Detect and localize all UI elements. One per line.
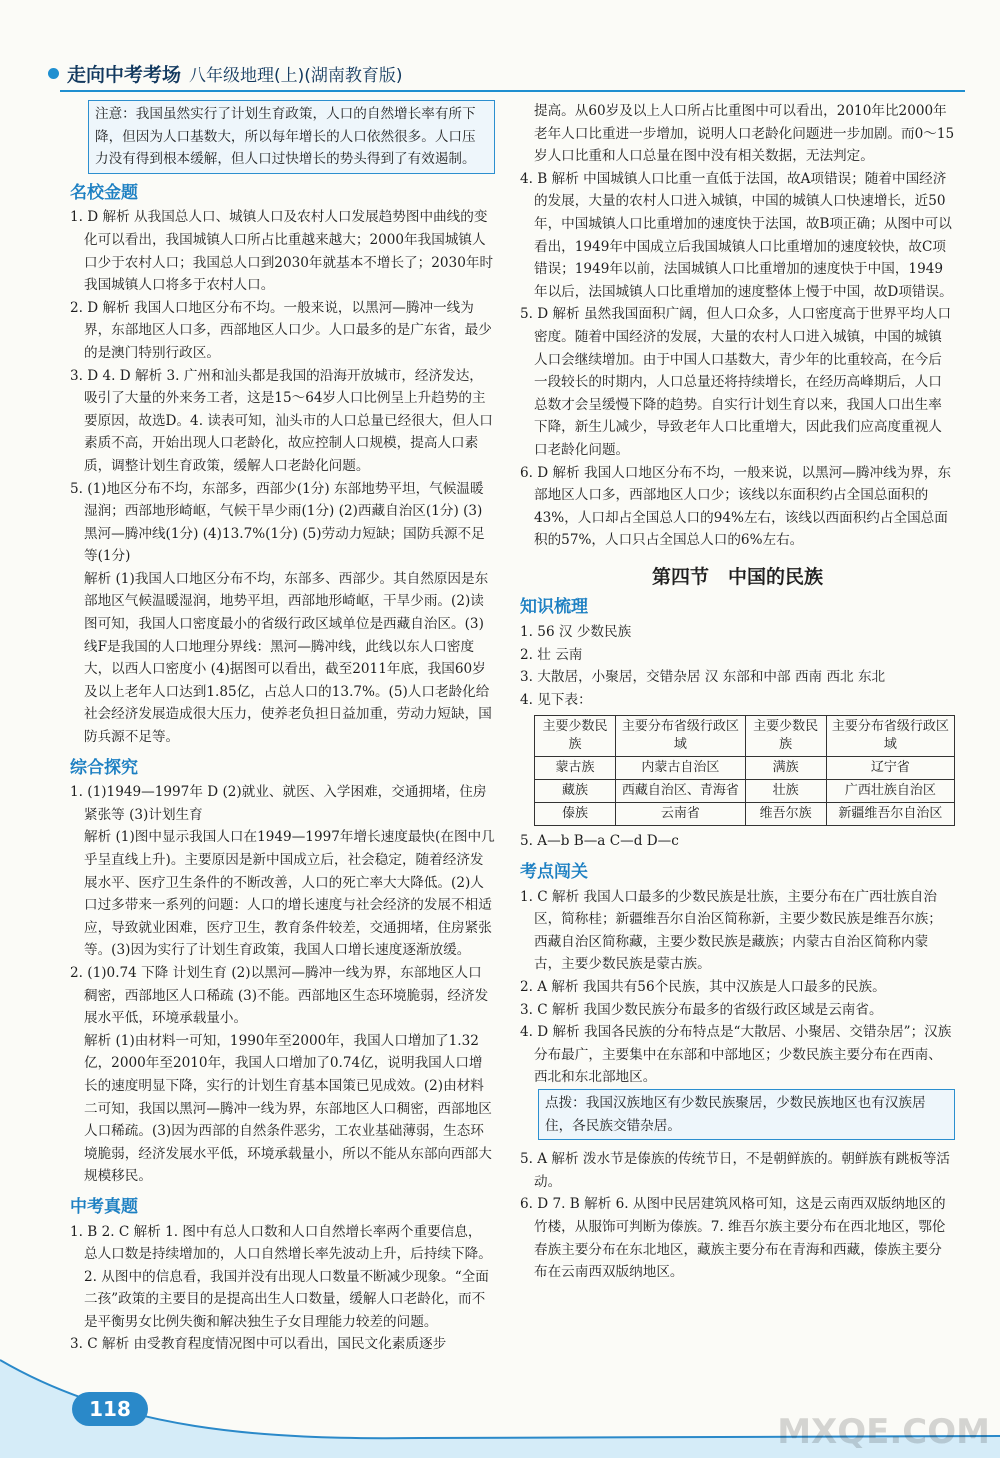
answer-item: 2. A 解析 我国共有56个民族，其中汉族是人口最多的民族。 [520, 979, 886, 995]
answer-item: 2. D 解析 我国人口地区分布不均。一般来说，以黑河—腾冲一线为界，东部地区人口多，西部地区人口少。人口最多的是广东省，最少的是澳门特别行政区。 [70, 299, 492, 361]
table-header-cell: 主要分布省级行政区域 [826, 716, 954, 757]
table-cell: 云南省 [616, 803, 746, 826]
table-header-cell: 主要分布省级行政区域 [616, 716, 746, 757]
section-title: 中考真题 [70, 1196, 138, 1217]
watermark: MXQE.COM [777, 1412, 990, 1452]
book-title: 走向中考考场 [67, 63, 182, 86]
right-column [520, 100, 955, 1284]
answer-item: 1. 56 汉 少数民族 [520, 624, 632, 641]
table-row [535, 780, 955, 803]
table-cell: 维吾尔族 [745, 803, 826, 826]
table-header-cell: 主要少数民族 [535, 716, 616, 757]
answer-item: 2. (1)0.74 下降 计划生育 (2)以黑河—腾冲一线为界，东部地区人口稠密，西部地区人口稀疏 (3)不能。西部地区生态环境脆弱，经济发展水平低，环境承载量小。 [70, 964, 489, 1027]
analysis-text: 解析 (1)由材料一可知，1990年至2000年，我国人口增加了1.32亿，2000年至2010年，我国人口增加了0.74亿，说明我国人口增长的速度明显下降，实行的计划生育基本国策已见成效。(2)由材料二可知，我国以黑河—腾冲一线为界，东部地区人口稠密，西部地区人口稀疏。(3)因为西部的自然条件恶劣，工农业基础薄弱，生态环境脆弱，经济发展水平低，环境承载量小，所以不能从东部向西部大规模移民。 [84, 1032, 492, 1185]
page-header [48, 58, 403, 88]
tip-box: 点拨：我国汉族地区有少数民族聚居，少数民族地区也有汉族居住，各民族交错杂居。 [538, 1089, 955, 1140]
answer-item: 5. D 解析 虽然我国面积广阔，但人口众多，人口密度高于世界平均人口密度。随着中国经济的发展，大量的农村人口进入城镇，中国的城镇人口会继续增加。由于中国人口基数大，青少年的比重较高，在今后一段较长的时期内，人口总量还将持续增长，在经历高峰期后，人口总数才会呈缓慢下降的趋势。自实行计划生育以来，我国人口出生率下降，新生儿减少，导致老年人口比重增大，因此我们应高度重视人口老龄化问题。 [520, 306, 952, 458]
table-cell: 壮族 [745, 780, 826, 803]
table-header-row [535, 716, 955, 757]
answer-item: 4. D 解析 我国各民族的分布特点是“大散居、小聚居、交错杂居”；汉族分布最广，主要集中在东部和中部地区；少数民族主要分布在西南、西北和东北部地区。 [520, 1024, 952, 1086]
book-subtitle: 八年级地理(上)(湖南教育版) [189, 65, 403, 86]
table-row [535, 803, 955, 826]
table-cell: 内蒙古自治区 [616, 757, 746, 780]
answer-item: 5. A 解析 泼水节是傣族的传统节日，不是朝鲜族的。朝鲜族有跳板等活动。 [520, 1151, 950, 1190]
answer-item: 4. B 解析 中国城镇人口比重一直低于法国，故A项错误；随着中国经济的发展，大量的农村人口进入城镇，中国的城镇人口快速增长，近50年，中国城镇人口比重增加的速度快于法国，故B项正确；从图中可以看出，1949年中国成立后我国城镇人口比重增加的速度较快，故C项错误；1949年以前，法国城镇人口比重增加的速度快于中国，1949年以后，法国城镇人口比重增加的速度整体上慢于中国，故D项错误。 [520, 170, 953, 300]
table-cell: 傣族 [535, 803, 616, 826]
table-cell: 藏族 [535, 780, 616, 803]
section-title: 知识梳理 [520, 597, 588, 618]
answer-item: 1. B 2. C 解析 1. 图中有总人口数和人口自然增长率两个重要信息，总人口数是持续增加的，人口自然增长率先波动上升，后持续下降。2. 从图中的信息看，我国并没有出现人口数量不断减少现象。“全面二孩”政策的主要目的是提高出生人口数量，缓解人口老龄化，而不是平衡男女比例失衡和解决独生子女目理能力较差的问题。 [70, 1223, 492, 1330]
answer-item: 6. D 7. B 解析 6. 从图中民居建筑风格可知，这是云南西双版纳地区的竹楼，从服饰可判断为傣族。7. 维吾尔族主要分布在西北地区，鄂伦春族主要分布在东北地区，藏族主要分布在青海和西藏，傣族主要分布在云南西双版纳地区。 [520, 1196, 946, 1281]
answer-item: 1. C 解析 我国人口最多的少数民族是壮族，主要分布在广西壮族自治区，简称桂；新疆维吾尔自治区简称新，主要少数民族是维吾尔族；西藏自治区简称藏，主要少数民族是藏族；内蒙古自治区简称内蒙古，主要少数民族是蒙古族。 [520, 888, 942, 973]
table-cell: 辽宁省 [826, 757, 954, 780]
page-number: 118 [72, 1392, 148, 1426]
section-title: 名校金题 [70, 182, 138, 203]
answer-item: 2. 壮 云南 [520, 646, 583, 663]
answer-item: 5. A—b B—a C—d D—c [520, 833, 679, 850]
answer-item: 4. 见下表： [520, 691, 592, 708]
table-row [535, 757, 955, 780]
answer-item: 3. 大散居，小聚居，交错杂居 汉 东部和中部 西南 西北 东北 [520, 669, 886, 686]
answer-item: 1. (1)1949—1997年 D (2)就业、就医、入学困难，交通拥堵，住房紧张等 (3)计划生育 [70, 784, 487, 823]
answer-item: 3. D 4. D 解析 3. 广州和汕头都是我国的沿海开放城市，经济发达，吸引了大量的外来务工者，这是15～64岁人口比例呈上升趋势的主要原因，故选D。4. 读表可知，汕头市的人口总量已经很大，但人口素质不高，开始出现人口老龄化，故应控制人口规模，提高人口素质，调整计划生育政策，缓解人口老龄化问题。 [70, 367, 493, 474]
table-header-cell: 主要少数民族 [745, 716, 826, 757]
answer-item: 6. D 解析 我国人口地区分布不均，一般来说，以黑河—腾冲线为界，东部地区人口多，西部地区人口少；该线以东面积约占全国总面积的43%，人口却占全国总人口的94%左右，该线以西面积约占全国总面积的57%，人口只占全国总人口的6%左右。 [520, 464, 952, 549]
bullet-icon [48, 68, 59, 79]
section-title: 综合探究 [70, 757, 138, 778]
answer-item: 提高。从60岁及以上人口所占比重图中可以看出，2010年比2000年老年人口比重进一步增加，说明人口老龄化问题进一步加剧。而0～15岁人口比重和人口总量在图中没有相关数据，无法判定。 [534, 103, 955, 165]
note-box: 注意：我国虽然实行了计划生育政策，人口的自然增长率有所下降，但因为人口基数大，所以每年增长的人口依然很多。人口压力没有得到根本缓解，但人口过快增长的势头得到了有效遏制。 [88, 100, 495, 174]
chapter-title: 第四节 中国的民族 [651, 565, 823, 588]
answer-item: 5. (1)地区分布不均，东部多，西部少(1分) 东部地势平坦，气候温暖湿润；西部地形崎岖，气候干旱少雨(1分) (2)西藏自治区(1分) (3)黑河—腾冲线(1分) (4)13.7%(1分) (5)劳动力短缺；国防兵源不足等(1分) [70, 480, 485, 565]
table-cell: 满族 [745, 757, 826, 780]
answer-item: 3. C 解析 由受教育程度情况图中可以看出，国民文化素质逐步 [70, 1336, 447, 1353]
left-column [70, 100, 495, 1356]
answer-item: 3. C 解析 我国少数民族分布最多的省级行政区域是云南省。 [520, 1001, 883, 1018]
analysis-text: 解析 (1)我国人口地区分布不均，东部多、西部少。其自然原因是东部地区气候温暖湿润，地势平坦，西部地形崎岖，干旱少雨。(2)读图可知，我国人口密度最小的省级行政区域单位是西藏自治区。(3)线F是我国的人口地理分界线：黑河—腾冲线，此线以东人口密度大，以西人口密度小 (4)据图可以看出，截至2011年底，我国60岁及以上老年人口达到1.85亿，占总人口的13.7%。(5)人口老龄化给社会经济发展造成很大压力，使养老负担日益加重，劳动力短缺，国防兵源不足等。 [84, 570, 492, 746]
ethnic-table [534, 715, 955, 826]
table-cell: 广西壮族自治区 [826, 780, 954, 803]
header-divider [60, 90, 965, 92]
table-cell: 西藏自治区、青海省 [616, 780, 746, 803]
table-cell: 蒙古族 [535, 757, 616, 780]
answer-item: 1. D 解析 从我国总人口、城镇人口及农村人口发展趋势图中曲线的变化可以看出，我国城镇人口所占比重越来越大；2000年我国城镇人口少于农村人口；我国总人口到2030年就基本不增长了；2030年时我国城镇人口将多于农村人口。 [70, 209, 494, 294]
table-cell: 新疆维吾尔自治区 [826, 803, 954, 826]
section-title: 考点闯关 [520, 862, 588, 883]
analysis-text: 解析 (1)图中显示我国人口在1949—1997年增长速度最快(在图中几乎呈直线上升)。主要原因是新中国成立后，社会稳定，随着经济发展水平、医疗卫生条件的不断改善，人口的死亡率大大降低。(2)人口过多带来一系列的问题：人口的增长速度与社会经济的发展不相适应，导致就业困难，医疗卫生，教育条件较差，交通拥堵，住房紧张等。(3)因为实行了计划生育政策，我国人口增长速度逐渐放缓。 [84, 829, 495, 959]
